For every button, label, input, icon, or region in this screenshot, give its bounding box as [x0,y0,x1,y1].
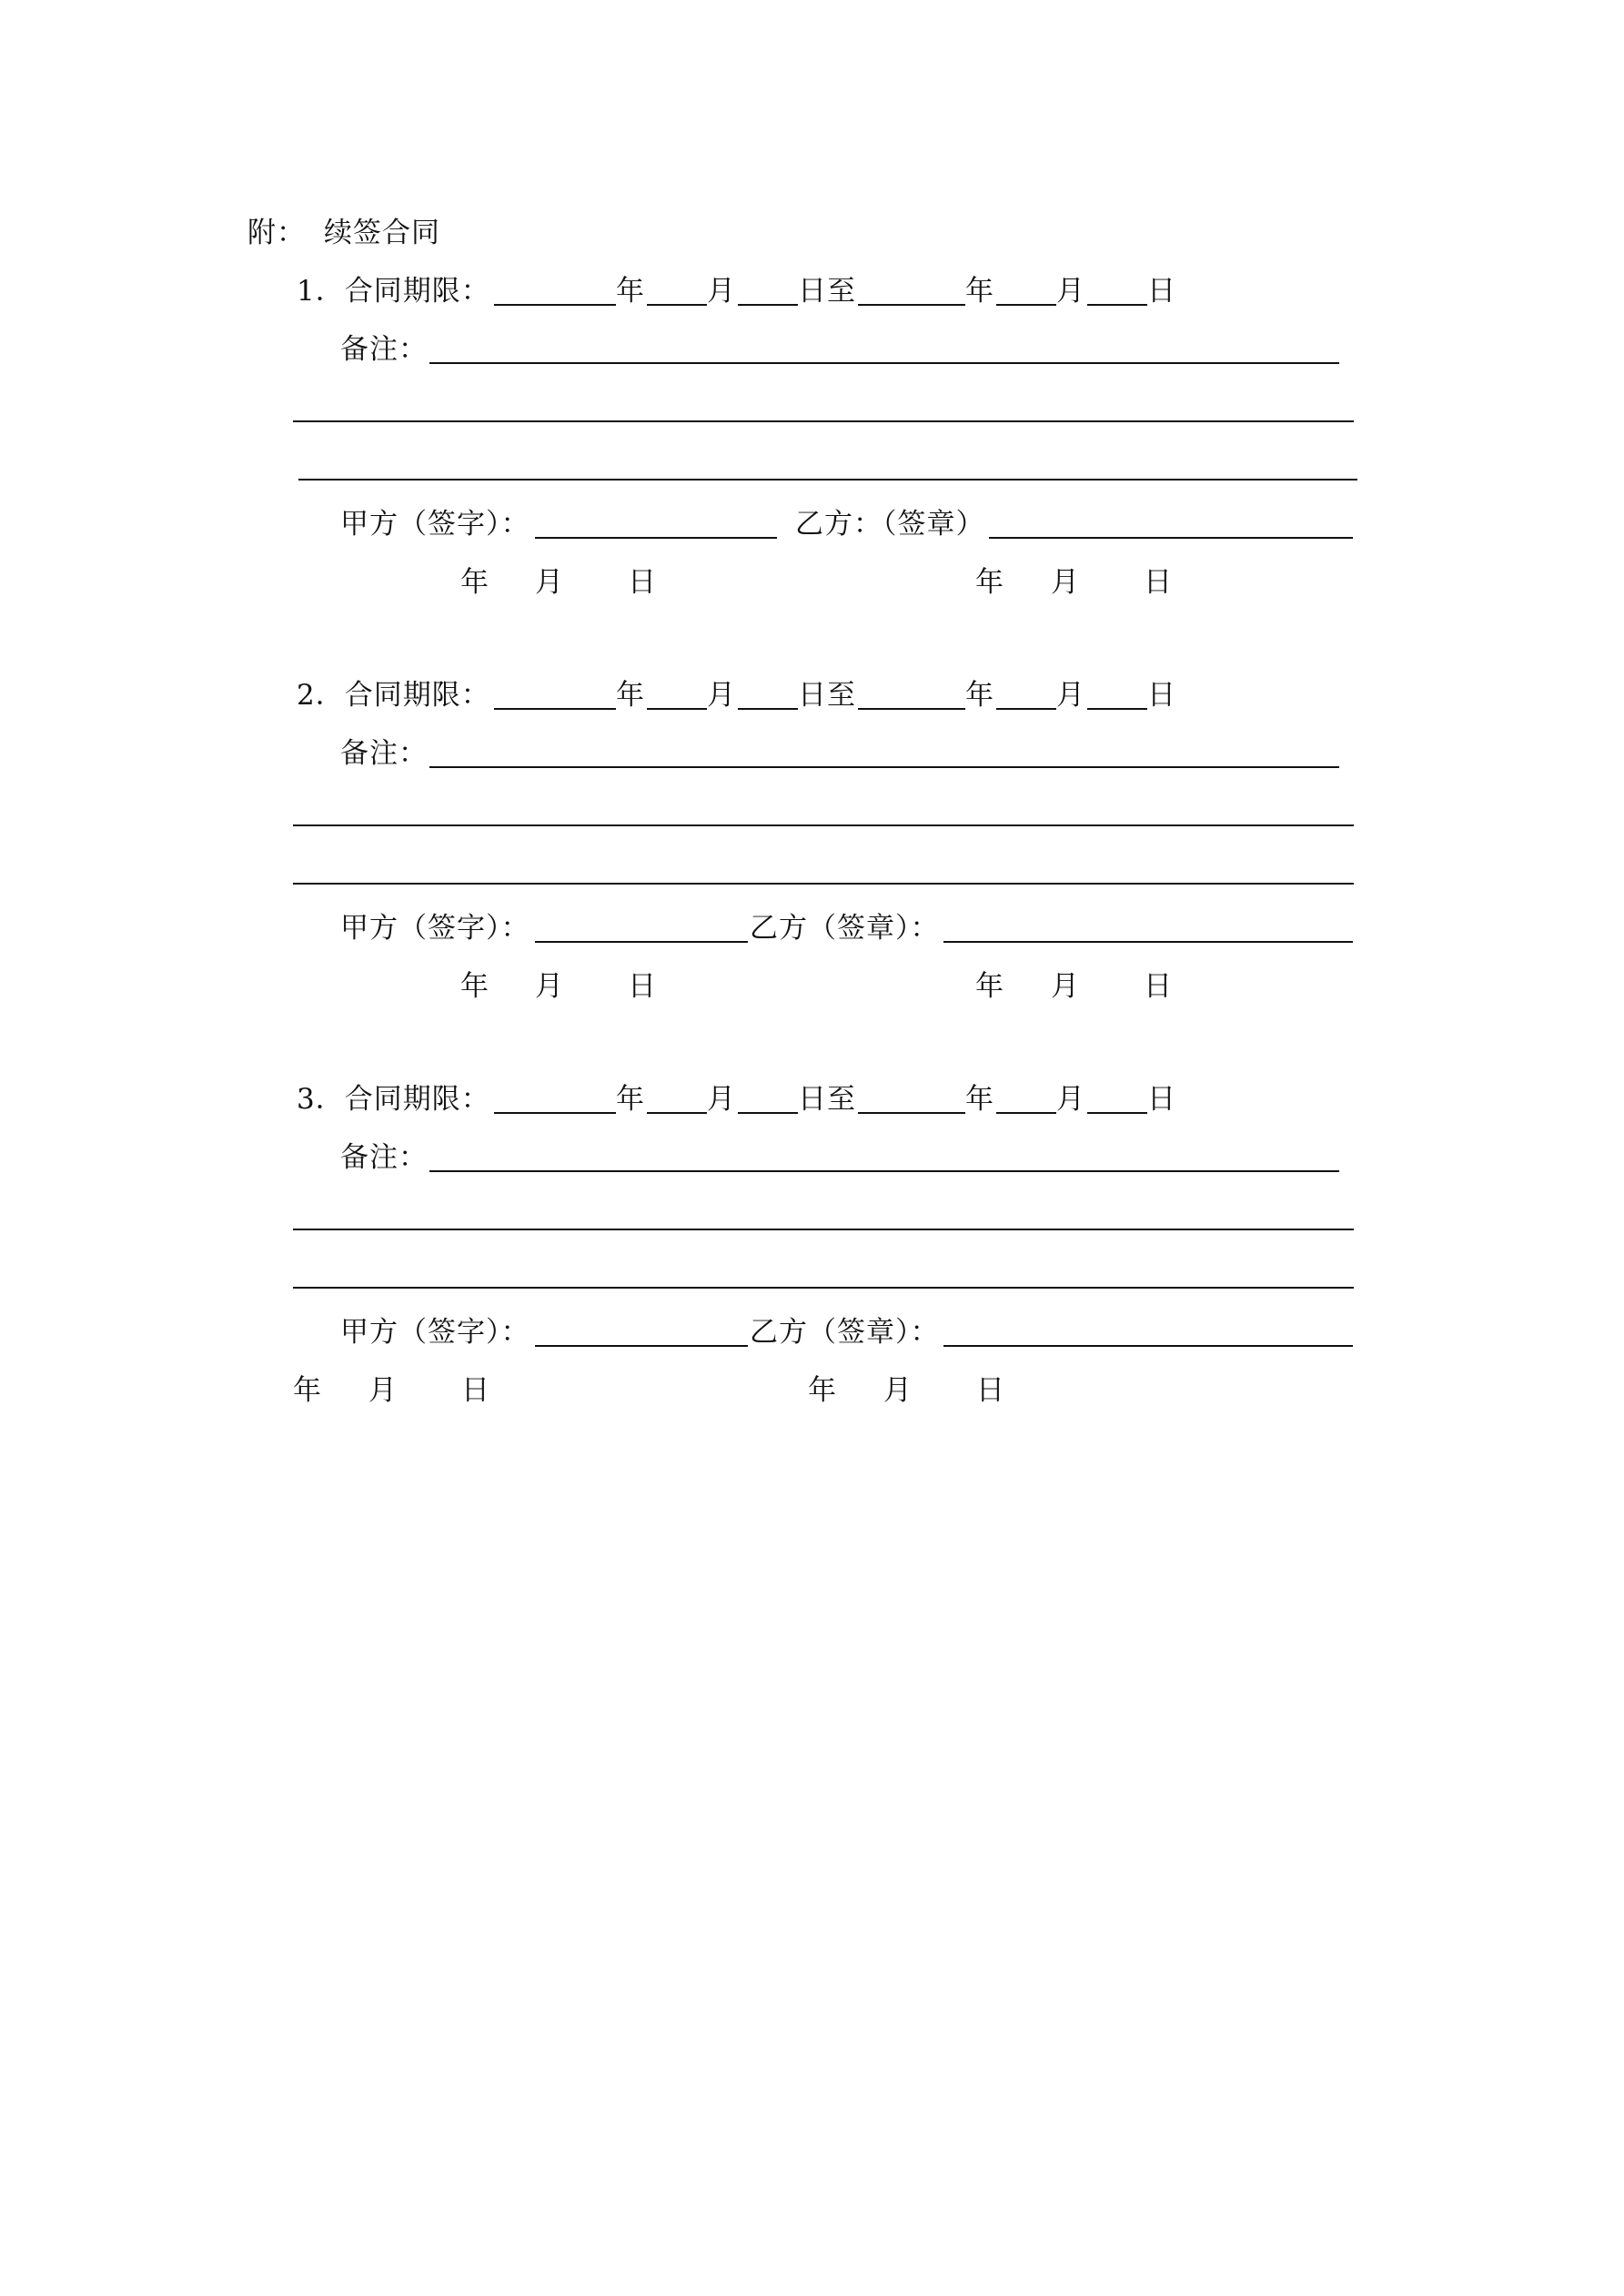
party-a-date-year: 年 [460,566,489,599]
attachment-prefix: 附： [247,217,306,249]
month-label: 月 [1056,1083,1085,1116]
end-year-field[interactable] [858,1112,965,1114]
start-year-field[interactable] [494,304,616,306]
start-month-field[interactable] [647,1112,707,1114]
remark-field-line-2[interactable] [293,1229,1354,1230]
end-year-field[interactable] [858,708,965,710]
remark-field-line-3[interactable] [293,883,1354,885]
party-a-signature-field[interactable] [535,537,777,539]
party-b-date-day: 日 [1144,566,1173,599]
party-b-seal-field[interactable] [943,1345,1353,1347]
party-a-signature-field[interactable] [535,1345,748,1347]
year-label: 年 [965,1083,994,1116]
party-b-date-year: 年 [808,1374,837,1407]
end-day-field[interactable] [1087,708,1147,710]
remark-field-line-1[interactable] [429,362,1339,364]
year-label: 年 [965,679,994,712]
start-year-field[interactable] [494,1112,616,1114]
year-label: 年 [616,275,645,308]
remark-label: 备注： [340,1141,428,1174]
party-b-date-day: 日 [1144,970,1173,1003]
start-month-field[interactable] [647,304,707,306]
start-day-field[interactable] [738,1112,798,1114]
term-label: 2．合同期限： [297,679,490,712]
remark-field-line-1[interactable] [429,1170,1339,1172]
party-b-date-month: 月 [1051,566,1080,599]
term-label: 1．合同期限： [297,275,490,308]
day-to-label: 日至 [798,275,856,308]
party-a-date-month: 月 [535,970,564,1003]
day-to-label: 日至 [798,679,856,712]
end-month-field[interactable] [996,1112,1056,1114]
party-a-date-day: 日 [628,970,657,1003]
month-label: 月 [1056,679,1085,712]
term-label: 3．合同期限： [297,1083,490,1116]
day-label: 日 [1147,679,1176,712]
end-day-field[interactable] [1087,304,1147,306]
end-day-field[interactable] [1087,1112,1147,1114]
day-label: 日 [1147,275,1176,308]
remark-label: 备注： [340,333,428,366]
party-a-date-day: 日 [461,1374,490,1407]
year-label: 年 [616,1083,645,1116]
party-a-date-month: 月 [368,1374,398,1407]
party-a-label: 甲方（签字）： [340,1316,530,1349]
party-b-label: 乙方（签章）： [750,1316,940,1349]
remark-field-line-3[interactable] [293,1287,1354,1289]
party-a-signature-field[interactable] [535,941,748,943]
year-label: 年 [965,275,994,308]
party-a-label: 甲方（签字）： [340,508,530,541]
month-label: 月 [707,679,736,712]
party-b-date-month: 月 [1051,970,1080,1003]
month-label: 月 [707,1083,736,1116]
party-b-date-year: 年 [975,566,1004,599]
year-label: 年 [616,679,645,712]
remark-field-line-2[interactable] [293,824,1354,826]
page-title: 续签合同 [324,217,440,249]
party-b-seal-field[interactable] [943,941,1353,943]
start-day-field[interactable] [738,708,798,710]
start-year-field[interactable] [494,708,616,710]
day-to-label: 日至 [798,1083,856,1116]
party-b-seal-field[interactable] [989,537,1353,539]
remark-field-line-3[interactable] [298,479,1357,480]
party-b-label: 乙方（签章）： [750,912,940,945]
party-a-date-year: 年 [460,970,489,1003]
remark-field-line-1[interactable] [429,766,1339,768]
party-a-date-day: 日 [628,566,657,599]
start-month-field[interactable] [647,708,707,710]
month-label: 月 [707,275,736,308]
start-day-field[interactable] [738,304,798,306]
party-b-label: 乙方：（签章） [795,508,985,541]
party-b-date-year: 年 [975,970,1004,1003]
end-month-field[interactable] [996,708,1056,710]
party-b-date-day: 日 [976,1374,1005,1407]
month-label: 月 [1056,275,1085,308]
end-month-field[interactable] [996,304,1056,306]
remark-field-line-2[interactable] [293,420,1354,422]
remark-label: 备注： [340,737,428,770]
party-a-date-month: 月 [535,566,564,599]
end-year-field[interactable] [858,304,965,306]
party-a-date-year: 年 [293,1374,322,1407]
party-a-label: 甲方（签字）： [340,912,530,945]
day-label: 日 [1147,1083,1176,1116]
party-b-date-month: 月 [883,1374,913,1407]
